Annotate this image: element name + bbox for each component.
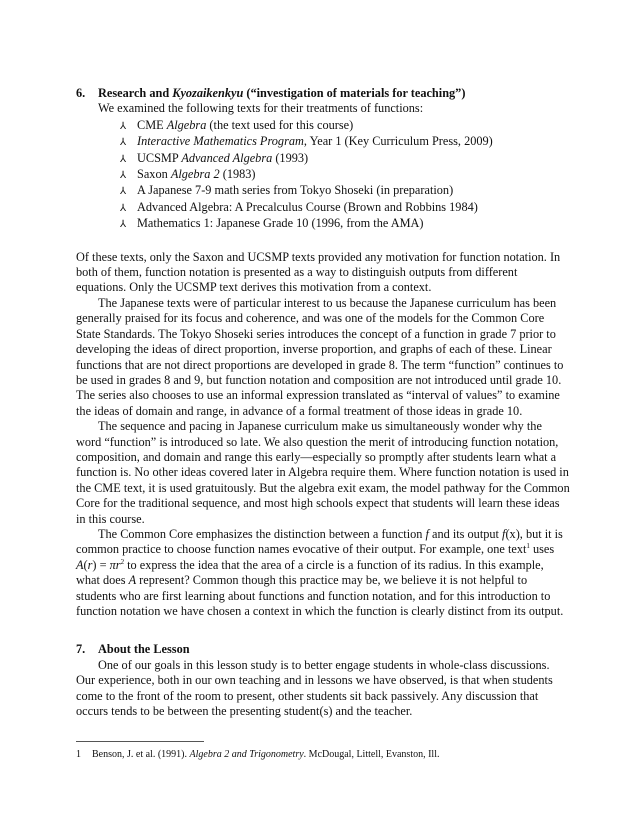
- arrow-bullet-icon: ⅄: [120, 186, 127, 198]
- arrow-bullet-icon: ⅄: [120, 153, 127, 165]
- paragraph: The sequence and pacing in Japanese curriculum make us simultaneously wonder why the word “function” is introduced so late. We also question the merit of introducing function notation, composition, and domain and range this early—especially so promptly after students learn what a function is. No other ideas covered later in Algebra require them. Where function notation is used in the CME text, it is used gratuitously. But the algebra exit exam, the model pathway for the Common Core for the traditional sequence, and most high schools expect that students will learn these ideas in this course.: [76, 419, 570, 526]
- list-item: ⅄ Saxon Algebra 2 (1983): [120, 167, 570, 183]
- section-6-intro: We examined the following texts for their treatments of functions:: [98, 101, 424, 116]
- list-item: ⅄ Mathematics 1: Japanese Grade 10 (1996, from the AMA): [120, 216, 570, 232]
- paragraph: One of our goals in this lesson study is to better engage students in whole-class discussions. Our experience, both in our own teaching and in lessons we have observed, is that when students come to the front of the room to present, other students sit back passively. Any discussion that occurs tends to be between the presenting student(s) and the teacher.: [76, 657, 553, 719]
- arrow-bullet-icon: ⅄: [120, 137, 127, 149]
- list-item: ⅄ UCSMP Advanced Algebra (1993): [120, 151, 570, 167]
- footnote: 1 Benson, J. et al. (1991). Algebra 2 and Trigonometry. McDougal, Littell, Evanston, Ill.: [76, 749, 440, 760]
- arrow-bullet-icon: ⅄: [120, 120, 127, 132]
- document-page: [76, 86, 570, 719]
- list-item: ⅄ Advanced Algebra: A Precalculus Course (Brown and Robbins 1984): [120, 200, 570, 216]
- list-item: ⅄ CME Algebra (the text used for this course): [120, 118, 570, 134]
- section-7-heading: 7. About the Lesson: [76, 642, 190, 657]
- arrow-bullet-icon: ⅄: [120, 219, 127, 231]
- footnote-ref: 1: [526, 542, 530, 551]
- arrow-bullet-icon: ⅄: [120, 170, 127, 182]
- paragraph: The Common Core emphasizes the distinction between a function f and its output f(x), but it is common practice to choose function names evocative of their output. For example, one text$^1$ uses $A(r) = \pi r^2$ to express the idea that the area of a circle is a function of its radius. In this example, what does A represent? Common though this practice may be, we believe it is not helpful to students who are first learning about functions and function notation, and for this introduction to function notation we have chosen a context in which the function is clearly distinct from its output.: [76, 526, 564, 618]
- section-number: 6.: [76, 86, 86, 100]
- list-item: ⅄ Interactive Mathematics Program, Year 1 (Key Curriculum Press, 2009): [120, 134, 570, 150]
- arrow-bullet-icon: ⅄: [120, 202, 127, 214]
- footnote-divider: [76, 741, 204, 742]
- list-item: ⅄ A Japanese 7-9 math series from Tokyo Shoseki (in preparation): [120, 183, 570, 199]
- section-6-heading: 6. Research and Kyozaikenkyu (“investigation of materials for teaching”): [76, 86, 466, 100]
- paragraph: Of these texts, only the Saxon and UCSMP texts provided any motivation for function notation. In both of them, function notation is presented as a way to distinguish outputs from different equations. Only the UCSMP text derives this motivation from a context.: [76, 249, 561, 295]
- texts-list: [120, 118, 570, 233]
- paragraph: The Japanese texts were of particular interest to us because the Japanese curriculum has been generally praised for its focus and coherence, and was one of the models for the Common Core State Standards. The Tokyo Shoseki series introduces the concept of a function in grade 7 prior to developing the ideas of direct proportion, inverse proportion, and graphs of each of these. Linear functions that are not direct proportions are developed in grade 8. The term “function” continues to be used in grades 8 and 9, but function notation and composition are not introduced until grade 10. The series also chooses to use an informal expression translated as “interval of values” to examine the ideas of domain and range, in advance of a formal treatment of those ideas in grade 10.: [76, 295, 564, 418]
- section-number: 7.: [76, 642, 86, 657]
